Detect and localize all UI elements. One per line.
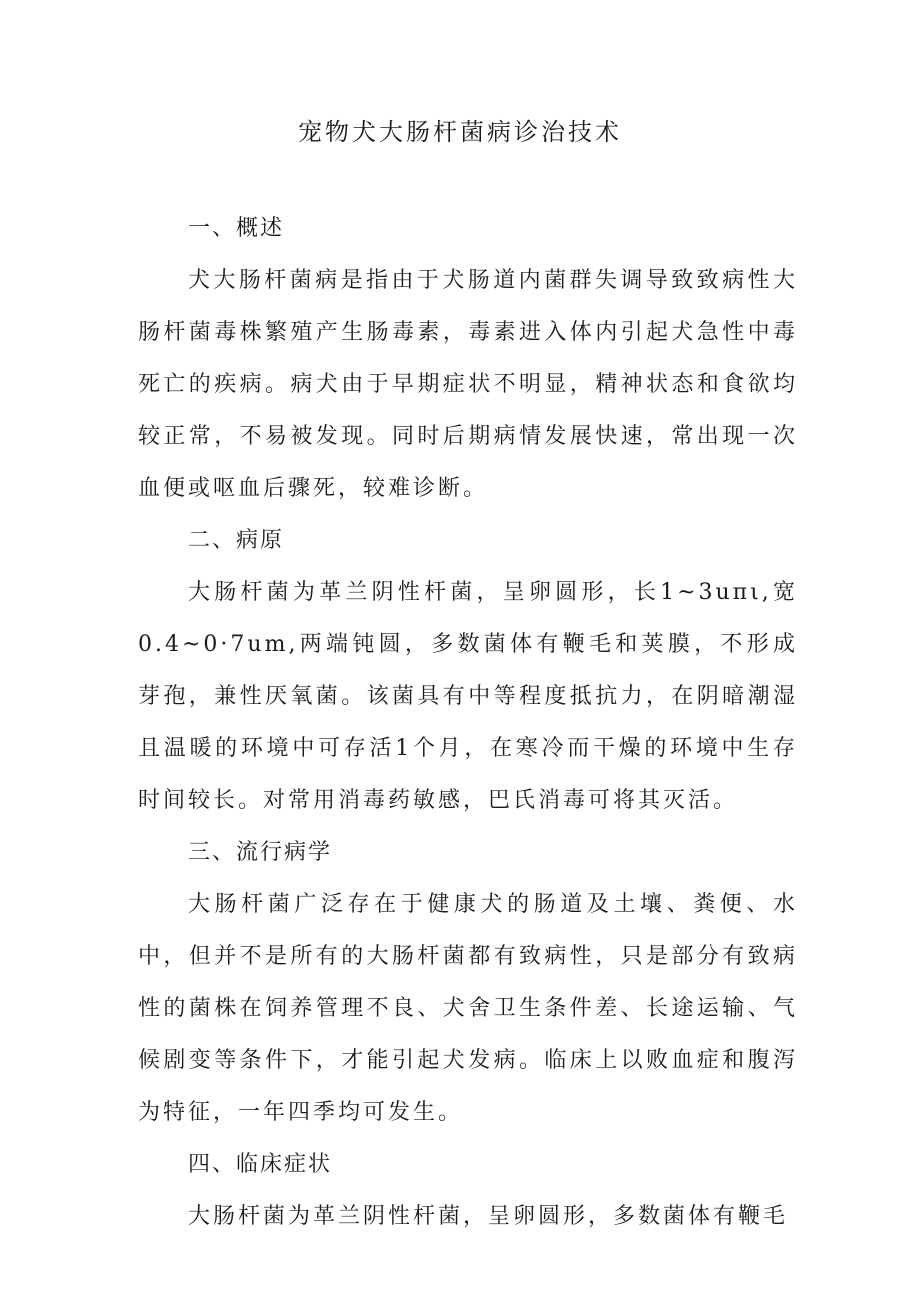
section-overview bbox=[138, 203, 798, 515]
section-heading: 一、概述 bbox=[188, 216, 285, 241]
document-title: 宠物犬大肠杆菌病诊治技术 bbox=[298, 118, 622, 146]
section-paragraph: 大肠杆菌为革兰阴性杆菌，呈卵圆形，多数菌体有鞭毛 bbox=[188, 1204, 789, 1229]
document-body bbox=[138, 203, 798, 1243]
section-pathogen bbox=[138, 515, 798, 827]
section-paragraph: 犬大肠杆菌病是指由于犬肠道内菌群失调导致致病性大肠杆菌毒株繁殖产生肠毒素，毒素进入体内引起犬急性中毒死亡的疾病。病犬由于早期症状不明显，精神状态和食欲均较正常，不易被发现。同时后期病情发展快速，常出现一次血便或呕血后骤死，较难诊断。 bbox=[138, 268, 798, 501]
section-heading: 三、流行病学 bbox=[188, 840, 333, 865]
section-epidemiology bbox=[138, 827, 798, 1139]
section-paragraph: 大肠杆菌广泛存在于健康犬的肠道及土壤、粪便、水中，但并不是所有的大肠杆菌都有致病性，只是部分有致病性的菌株在饲养管理不良、犬舍卫生条件差、长途运输、气候剧变等条件下，才能引起犬发病。临床上以败血症和腹泻为特征，一年四季均可发生。 bbox=[138, 892, 798, 1125]
section-paragraph: 大肠杆菌为革兰阴性杆菌，呈卵圆形，长1~3uπι,宽0.4~0·7um,两端钝圆，多数菌体有鞭毛和荚膜，不形成芽孢，兼性厌氧菌。该菌具有中等程度抵抗力，在阴暗潮湿且温暖的环境中可存活1个月，在寒冷而干燥的环境中生存时间较长。对常用消毒药敏感，巴氏消毒可将其灭活。 bbox=[138, 580, 798, 813]
section-heading: 四、临床症状 bbox=[188, 1152, 333, 1177]
section-clinical-symptoms bbox=[138, 1139, 798, 1243]
section-heading: 二、病原 bbox=[188, 528, 285, 553]
